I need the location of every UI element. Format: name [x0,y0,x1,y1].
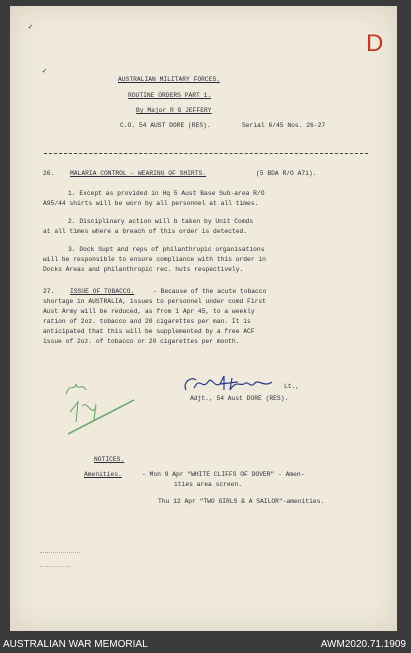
item27-line3: Aust Army will be reduced, as from 1 Apr 45, to a weekly [43,308,255,315]
item27-line6: issue of 2oz. of tobacco or 20 cigarettes per month. [43,338,240,345]
item27-line4: ration of 2oz. tobacco and 20 cigarettes per man. It is [43,318,251,325]
item27-heading: ISSUE OF TOBACCO. [70,288,135,295]
header-subtitle: ROUTINE ORDERS PART 1. [128,92,212,99]
item26-reference: (5 BDA R/O A71). [256,170,317,177]
notices-line1: - Mon 9 Apr "WHITE CLIFFS OF DOVER" - Amen- [142,471,305,478]
document-page [10,6,397,631]
item27-number: 27. [43,288,55,295]
item27-line2: shortage in AUSTRALIA, issues to personnel under comd First [43,298,266,305]
item26-heading: MALARIA CONTROL - WEARING OF SHIRTS. [70,170,207,177]
header-serial: Serial 6/45 Nos. 26-27 [242,122,326,129]
notices-amenities-label: Amenities. [84,471,122,478]
notices-line3: Thu 12 Apr "TWO GIRLS & A SAILOR"-amenities. [158,498,325,505]
item26-p3-line2: will be responsible to ensure compliance with this order in [43,256,266,263]
item26-p3-line3: Docks Areas and philanthropic rec. huts respectively. [43,266,244,273]
item26-number: 26. [43,170,55,177]
notices-line2: ities area screen. [174,481,243,488]
notices-heading: NOTICES. [94,456,125,463]
signature-rank: Lt., [284,383,300,390]
signature-title: Adjt., 54 Aust DORE (RES). [190,395,289,402]
header-author: By Major R G JEFFERY [136,107,212,114]
archive-footer [0,636,411,653]
footer-accession-number: AWM2020.71.1909 [320,639,406,650]
item26-p1-line2: A95/44 shirts will be worn by all personnel at all times. [43,200,259,207]
header-unit: C.O. 54 AUST DORE (RES). [120,122,211,129]
item26-p2-line1: 2. Disciplinary action will b taken by Unit Comds [68,218,254,225]
item26-p2-line2: at all times where a breach of this order is detected. [43,228,248,235]
margin-tick: ✓ [42,67,47,76]
item26-p3-line1: 3. Dock Supt and reps of philanthropic organisations [68,246,265,253]
header-title: AUSTRALIAN MILITARY FORCES. [118,76,221,83]
footer-institution: AUSTRALIAN WAR MEMORIAL [3,639,148,650]
separator-line [44,153,368,154]
item27-line5: anticipated that this will be supplemented by a free ACF [43,328,255,335]
item26-p1-line1: 1. Except as provided in Hq 5 Aust Base Sub-area R/O [68,190,265,197]
faint-mark [40,566,70,567]
handwritten-signature [180,372,280,396]
corner-tick: ✓ [28,23,33,32]
item27-line1: - Because of the acute tobacco [153,288,267,295]
faint-mark [40,552,80,553]
corner-letter-mark: D [366,30,384,57]
green-pencil-annotation [62,372,146,442]
